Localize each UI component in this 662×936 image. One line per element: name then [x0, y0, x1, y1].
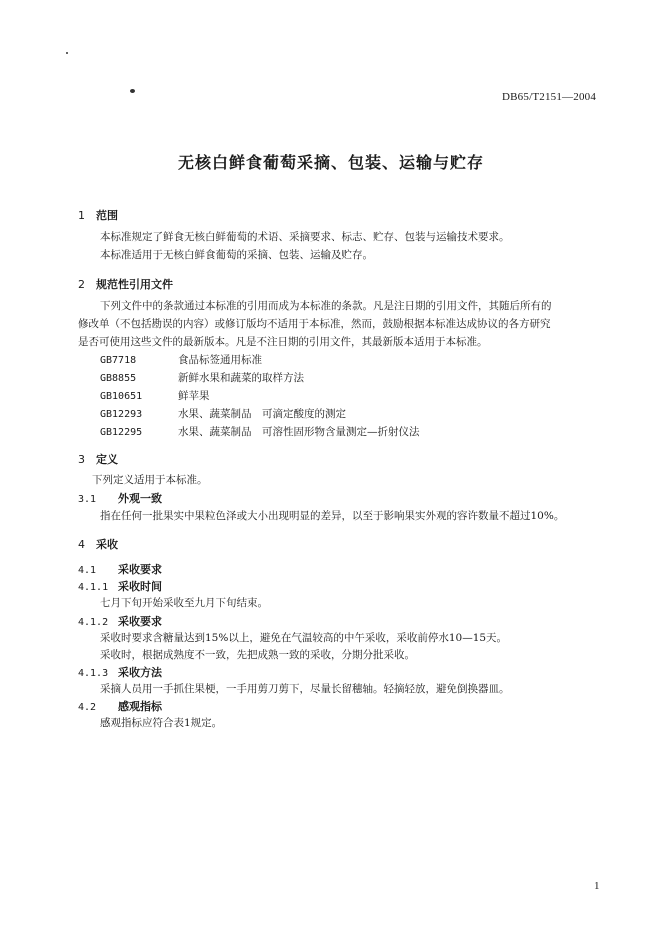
section-1-paragraph: 本标准规定了鲜食无核白鲜葡萄的术语、采摘要求、标志、贮存、包装与运输技术要求。	[100, 231, 510, 243]
subsection-number: 4.1.1	[78, 582, 109, 593]
page-number: 1	[594, 880, 600, 892]
section-label: 范围	[96, 209, 118, 222]
subsection-number: 4.2	[78, 702, 97, 713]
subsection-4-1-2-heading	[78, 613, 162, 629]
reference-row	[100, 370, 304, 385]
subsection-label: 采收方法	[118, 666, 162, 679]
section-1-heading	[78, 207, 118, 223]
subsection-number: 4.1	[78, 565, 97, 576]
subsection-4-1-3-heading	[78, 664, 162, 680]
reference-code: GB8855	[100, 373, 137, 384]
section-label: 规范性引用文件	[96, 278, 173, 291]
reference-title: 新鲜水果和蔬菜的取样方法	[178, 372, 304, 384]
subsection-4-1-heading	[78, 561, 162, 577]
reference-code: GB10651	[100, 391, 143, 402]
section-number: 3	[78, 453, 85, 466]
subsection-3-1-heading	[78, 490, 162, 506]
reference-row	[100, 424, 420, 439]
section-1-paragraph: 本标准适用于无核白鲜食葡萄的采摘、包装、运输及贮存。	[100, 249, 373, 261]
subsection-3-1-text: 指在任何一批果实中果粒色泽或大小出现明显的差异，以至于影响果实外观的容许数量不超过10%。	[100, 510, 565, 522]
subsection-label: 采收要求	[118, 615, 162, 628]
subsection-label: 采收要求	[118, 563, 162, 576]
page-title: 无核白鲜食葡萄采摘、包装、运输与贮存	[177, 153, 484, 172]
subsection-4-1-2-text: 采收时，根据成熟度不一致，先把成熟一致的采收，分期分批采收。	[100, 649, 415, 661]
reference-row	[100, 388, 210, 403]
scan-speck	[66, 52, 68, 54]
subsection-number: 4.1.2	[78, 617, 109, 628]
subsection-number: 3.1	[78, 494, 97, 505]
reference-code: GB7718	[100, 355, 137, 366]
section-3-heading	[78, 451, 118, 467]
section-4-heading	[78, 536, 118, 552]
section-2-paragraph-line: 下列文件中的条款通过本标准的引用而成为本标准的条款。凡是注日期的引用文件，其随后所有的	[100, 300, 552, 312]
reference-row	[100, 352, 262, 367]
subsection-4-2-heading	[78, 698, 162, 714]
reference-title: 水果、蔬菜制品 可滴定酸度的测定	[178, 408, 346, 420]
subsection-4-1-1-text: 七月下旬开始采收至九月下旬结束。	[100, 597, 268, 609]
subsection-4-1-2-text: 采收时要求含糖量达到15%以上，避免在气温较高的中午采收，采收前停水10—15天。	[100, 632, 508, 644]
reference-title: 食品标签通用标准	[178, 354, 262, 366]
subsection-number: 4.1.3	[78, 668, 109, 679]
section-label: 采收	[96, 538, 118, 551]
section-number: 2	[78, 278, 85, 291]
section-2-paragraph-line: 是否可使用这些文件的最新版本。凡是不注日期的引用文件，其最新版本适用于本标准。	[78, 336, 488, 348]
reference-code: GB12295	[100, 427, 143, 438]
standard-number: DB65/T2151—2004	[502, 91, 597, 103]
subsection-label: 采收时间	[118, 580, 162, 593]
reference-title: 鲜苹果	[178, 390, 210, 402]
subsection-label: 外观一致	[118, 492, 162, 505]
section-number: 4	[78, 538, 85, 551]
reference-title: 水果、蔬菜制品 可溶性固形物含量测定—折射仪法	[178, 426, 420, 438]
section-3-intro: 下列定义适用于本标准。	[92, 474, 208, 486]
subsection-label: 感观指标	[118, 700, 162, 713]
reference-code: GB12293	[100, 409, 143, 420]
section-2-heading	[78, 276, 173, 292]
reference-row	[100, 406, 346, 421]
subsection-4-1-3-text: 采摘人员用一手抓住果梗，一手用剪刀剪下，尽量长留穗轴。轻摘轻放，避免倒换器皿。	[100, 683, 510, 695]
subsection-4-1-1-heading	[78, 578, 162, 594]
section-label: 定义	[96, 453, 118, 466]
scan-speck	[130, 89, 135, 93]
section-number: 1	[78, 209, 85, 222]
section-2-paragraph-line: 修改单（不包括勘误的内容）或修订版均不适用于本标准，然而，鼓励根据本标准达成协议的各方研究	[78, 318, 551, 330]
subsection-4-2-text: 感观指标应符合表1规定。	[100, 717, 223, 729]
